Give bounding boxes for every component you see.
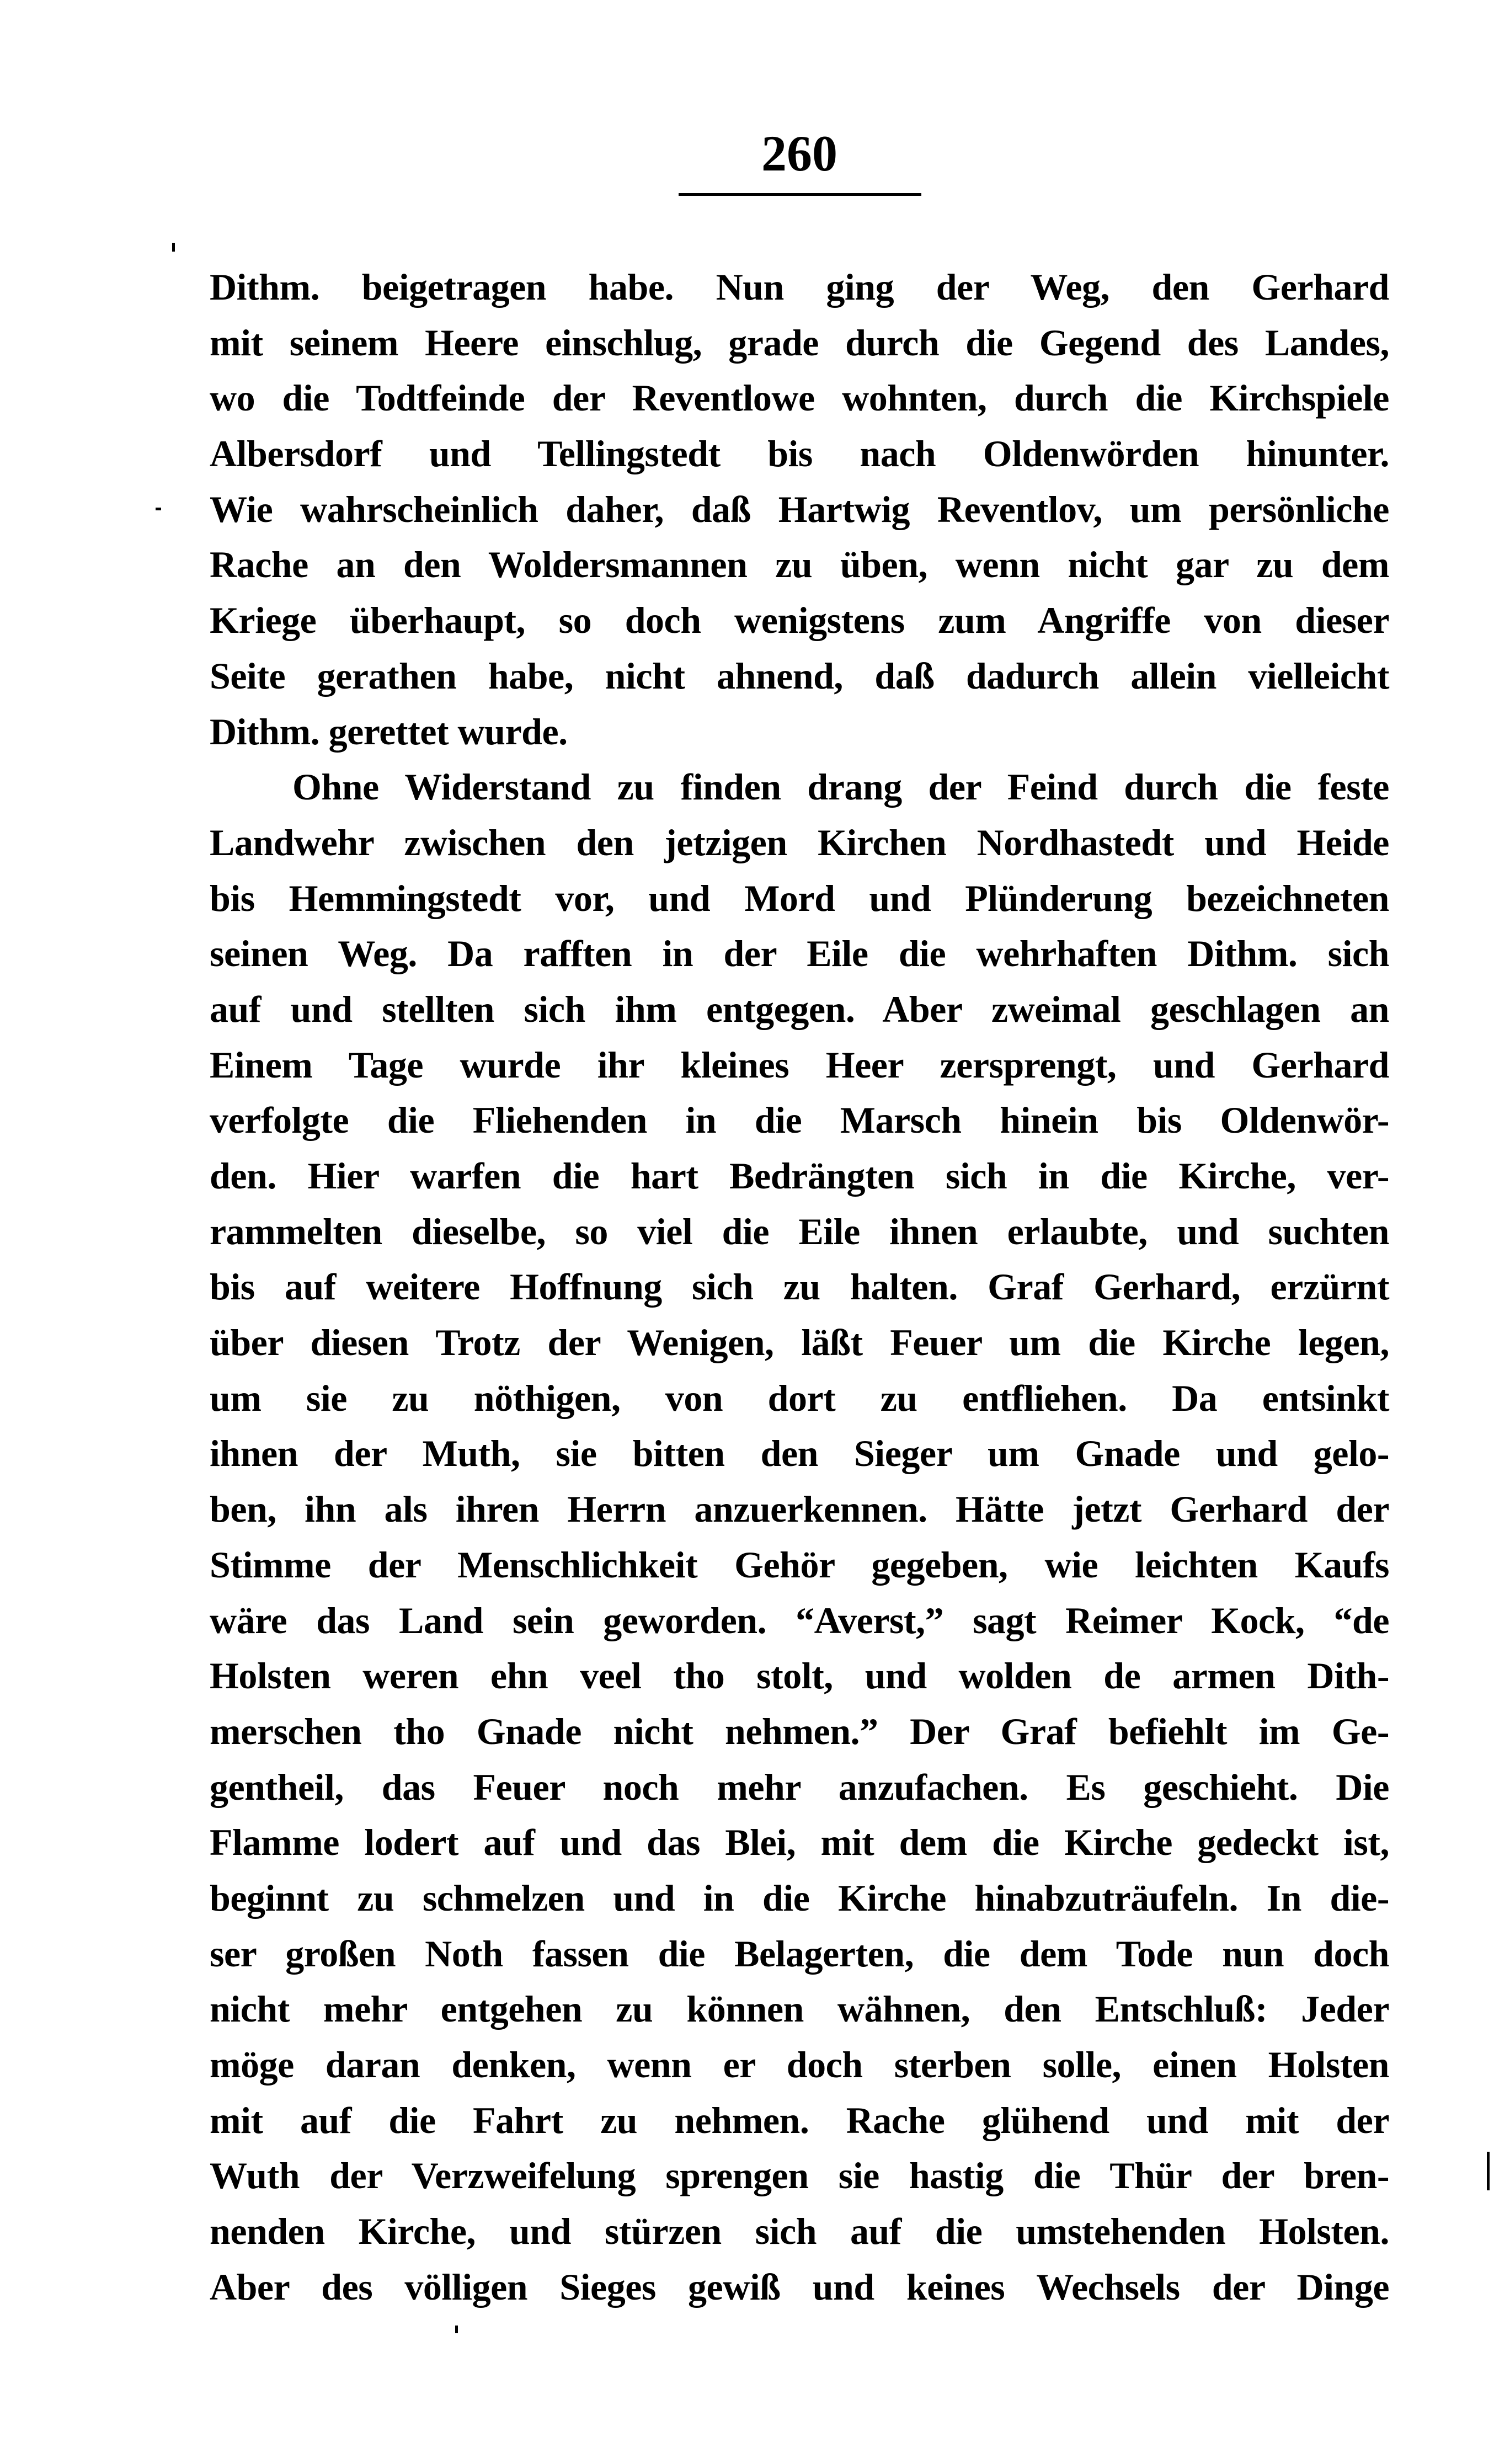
text-line: Holsten weren ehn veel tho stolt, und wolden de armen Dith- — [210, 1655, 1389, 1697]
text-line: wäre das Land sein geworden. “Averst,” sagt Reimer Kock, “de — [210, 1599, 1389, 1641]
text-line: Wuth der Verzweifelung sprengen sie hastig die Thür der bren- — [210, 2154, 1389, 2197]
text-line: seinen Weg. Da rafften in der Eile die wehrhaften Dithm. sich — [210, 932, 1389, 975]
margin-speck — [1487, 2152, 1490, 2190]
margin-speck — [455, 2326, 458, 2333]
text-line: Einem Tage wurde ihr kleines Heer zersprengt, und Gerhard — [210, 1043, 1389, 1086]
text-line: rammelten dieselbe, so viel die Eile ihnen erlaubte, und suchten — [210, 1210, 1389, 1252]
text-line: Flamme lodert auf und das Blei, mit dem die Kirche gedeckt ist, — [210, 1821, 1389, 1864]
text-line: auf und stellten sich ihm entgegen. Aber zweimal geschlagen an — [210, 988, 1389, 1030]
text-line: verfolgte die Fliehenden in die Marsch hinein bis Oldenwör- — [210, 1099, 1389, 1142]
text-line: Rache an den Woldersmannen zu üben, wenn nicht gar zu dem — [210, 543, 1389, 586]
text-line: Dithm. beigetragen habe. Nun ging der Weg, den Gerhard — [210, 266, 1389, 308]
text-line: Stimme der Menschlichkeit Gehör gegeben, wie leichten Kaufs — [210, 1543, 1389, 1586]
text-line: um sie zu nöthigen, von dort zu entfliehen. Da entsinkt — [210, 1377, 1389, 1419]
text-line: mit auf die Fahrt zu nehmen. Rache glühend und mit der — [210, 2099, 1389, 2141]
text-line: Albersdorf und Tellingstedt bis nach Oldenwörden hinunter. — [210, 433, 1389, 475]
page-number: 260 — [761, 125, 837, 182]
margin-speck — [172, 243, 175, 252]
text-line: wo die Todtfeinde der Reventlowe wohnten, durch die Kirchspiele — [210, 377, 1389, 419]
text-line: über diesen Trotz der Wenigen, läßt Feuer um die Kirche legen, — [210, 1321, 1389, 1364]
text-line: ser großen Noth fassen die Belagerten, die dem Tode nun doch — [210, 1932, 1389, 1975]
text-line: merschen tho Gnade nicht nehmen.” Der Graf befiehlt im Ge- — [210, 1710, 1389, 1752]
text-line: den. Hier warfen die hart Bedrängten sich in die Kirche, ver- — [210, 1155, 1389, 1197]
text-line: Seite gerathen habe, nicht ahnend, daß dadurch allein vielleicht — [210, 654, 1389, 697]
margin-speck — [156, 508, 161, 510]
text-line: nicht mehr entgehen zu können wähnen, den Entschluß: Jeder — [210, 1988, 1389, 2030]
text-line: Aber des völligen Sieges gewiß und keines Wechsels der Dinge — [210, 2265, 1389, 2308]
body-text — [210, 259, 1389, 2314]
text-line: Kriege überhaupt, so doch wenigstens zum Angriffe von dieser — [210, 599, 1389, 642]
text-line: Wie wahrscheinlich daher, daß Hartwig Reventlov, um persönliche — [210, 488, 1389, 530]
text-line: beginnt zu schmelzen und in die Kirche hinabzuträufeln. In die- — [210, 1876, 1389, 1919]
text-line: bis auf weitere Hoffnung sich zu halten. Graf Gerhard, erzürnt — [210, 1266, 1389, 1308]
text-line: bis Hemmingstedt vor, und Mord und Plünderung bezeichneten — [210, 877, 1389, 919]
text-line: ihnen der Muth, sie bitten den Sieger um Gnade und gelo- — [210, 1432, 1389, 1475]
text-line: ben, ihn als ihren Herrn anzuerkennen. Hätte jetzt Gerhard der — [210, 1488, 1389, 1530]
text-line: Dithm. gerettet wurde. — [210, 710, 568, 753]
text-line: Ohne Widerstand zu finden drang der Feind durch die feste — [292, 766, 1389, 808]
text-line: Landwehr zwischen den jetzigen Kirchen Nordhastedt und Heide — [210, 821, 1389, 863]
header-rule — [679, 193, 921, 196]
text-line: mit seinem Heere einschlug, grade durch die Gegend des Landes, — [210, 321, 1389, 364]
text-line: nenden Kirche, und stürzen sich auf die umstehenden Holsten. — [210, 2210, 1389, 2253]
text-line: möge daran denken, wenn er doch sterben solle, einen Holsten — [210, 2044, 1389, 2086]
text-line: gentheil, das Feuer noch mehr anzufachen. Es geschieht. Die — [210, 1766, 1389, 1808]
